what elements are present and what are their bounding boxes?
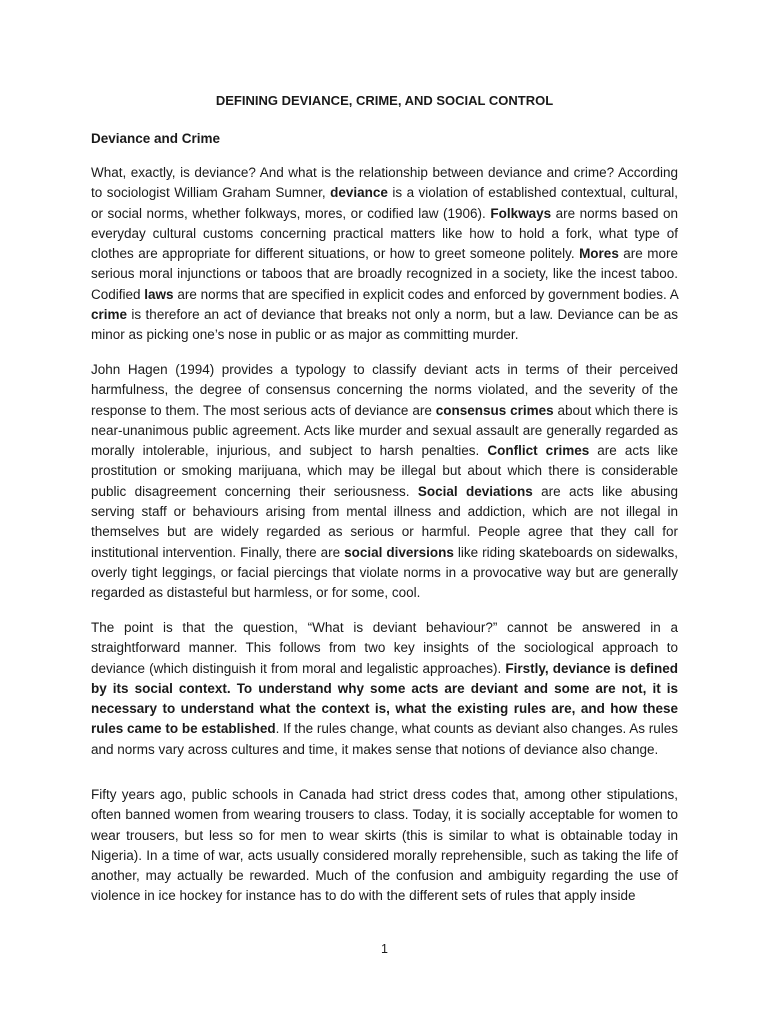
text-span: are more serious moral injunctions or taboos that are broadly recognized in a society, like the incest taboo. Codified <box>91 246 678 302</box>
bold-term: deviance <box>330 185 388 201</box>
text-span: is therefore an act of deviance that breaks not only a norm, but a law. Deviance can be as minor as picking one’s nose in public or as major as committing murder. <box>91 307 678 343</box>
paragraph-1 <box>91 163 678 346</box>
bold-passage: Firstly, deviance is defined by its social context. To understand why some acts are deviant and some are not, it is necessary to understand what the context is, what the existing rules are, and how these rules came to be established <box>91 660 678 737</box>
text-span: are acts like abusing serving staff or behaviours arising from mental illness and addiction, which are not illegal in themselves but are widely regarded as serious or harmful. People agree that they call for institutional intervention. Finally, there are <box>91 483 678 560</box>
text-span: is a violation of established contextual, cultural, or social norms, whether folkways, mores, or codified law (1906). <box>91 185 678 221</box>
bold-term: Social deviations <box>417 483 533 499</box>
text-span: What, exactly, is deviance? And what is the relationship between deviance and crime? According to sociologist William Graham Sumner, <box>91 165 678 201</box>
text-span: like riding skateboards on sidewalks, overly tight leggings, or facial piercings that violate norms in a provocative way but are generally regarded as distasteful but harmless, or for some, cool. <box>91 544 678 601</box>
text-span: are norms that are specified in explicit codes and enforced by government bodies. A <box>173 286 678 302</box>
text-span: John Hagen (1994) provides a typology to classify deviant acts in terms of their perceived harmfulness, the degree of consensus concerning the norms violated, and the severity of the response to them. The most serious acts of deviance are <box>91 362 678 418</box>
bold-term: laws <box>144 286 174 302</box>
text-span: about which there is near-unanimous public agreement. Acts like murder and sexual assault are generally regarded as morally intolerable, injurious, and subject to harsh penalties. <box>91 402 678 459</box>
paragraph-4 <box>91 785 678 907</box>
document-title: DEFINING DEVIANCE, CRIME, AND SOCIAL CONTROL <box>215 93 554 108</box>
text-span: are norms based on everyday cultural customs concerning practical matters like how to hold a fork, what type of clothes are appropriate for different situations, or how to greet someone politely. <box>91 205 678 262</box>
paragraph-3 <box>91 618 678 760</box>
bold-term: consensus crimes <box>435 402 554 418</box>
section-heading: Deviance and Crime <box>91 131 221 146</box>
text-span: The point is that the question, “What is deviant behaviour?” cannot be answered in a straightforward manner. This follows from two key insights of the sociological approach to deviance (which distinguish it from moral and legalistic approaches). <box>91 620 678 676</box>
bold-term: crime <box>91 307 128 323</box>
bold-term: Mores <box>579 246 619 262</box>
bold-term: Folkways <box>490 205 552 221</box>
paragraph-2 <box>91 360 678 604</box>
text-span: Fifty years ago, public schools in Canada had strict dress codes that, among other stipulations, often banned women from wearing trousers to class. Today, it is socially acceptable for women to wear trousers, but less so for men to wear skirts (this is similar to what is obtainable today in Nigeria). In a time of war, acts usually considered morally reprehensible, such as taking the life of another, may actually be rewarded. Much of the confusion and ambiguity regarding the use of violence in ice hockey for instance has to do with the different sets of rules that apply inside <box>91 787 678 904</box>
bold-term: social diversions <box>344 544 454 560</box>
bold-term: Conflict crimes <box>487 443 590 459</box>
text-span: are acts like prostitution or smoking marijuana, which may be illegal but about which there is considerable public disagreement concerning their seriousness. <box>91 443 678 499</box>
page-number: 1 <box>381 942 388 956</box>
text-span: . If the rules change, what counts as deviant also changes. As rules and norms vary across cultures and time, it makes sense that notions of deviance also change. <box>91 721 678 757</box>
